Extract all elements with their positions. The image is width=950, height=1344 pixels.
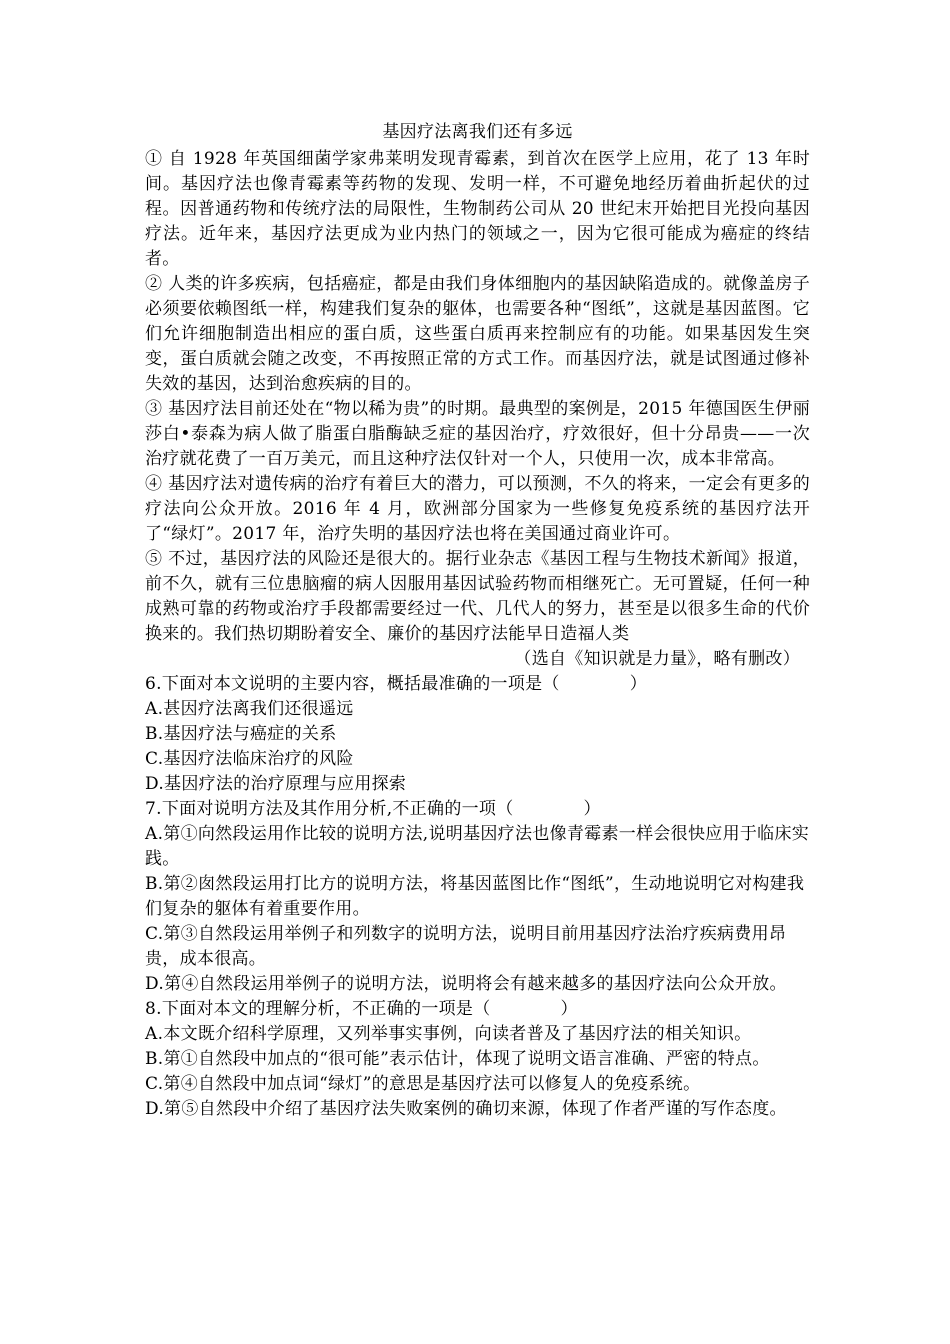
article-title: 基因疗法离我们还有多远: [382, 122, 573, 142]
option-a: A.甚因疗法离我们还很遥远: [145, 699, 354, 719]
paragraph-3: ③ 基因疗法目前还处在“物以稀为贵”的时期。最典型的案例是，2015 年德国医生伊丽莎白•泰森为病人做了脂蛋白脂酶缺乏症的基因治疗，疗效很好，但十分昂贵——一次治疗就花费了一百万美元，而且这种疗法仅针对一个人，只使用一次，成本非常高。: [145, 399, 810, 469]
question-6: [145, 672, 810, 797]
option-d: D.基因疗法的治疗原理与应用探索: [145, 774, 407, 794]
question-stem: 6.下面对本文说明的主要内容，概括最准确的一项是（ ）: [145, 674, 648, 694]
paragraph-4: ④ 基因疗法对遗传病的治疗有着巨大的潜力，可以预测，不久的将来，一定会有更多的疗法向公众开放。2016 年 4 月，欧洲部分国家为一些修复免疫系统的基因疗法开了“绿灯”。2017 年，治疗失明的基因疗法也将在美国通过商业许可。: [145, 474, 810, 544]
option-b: B.第②囱然段运用打比方的说明方法，将基因蓝图比作“图纸”，生动地说明它对构建我们复杂的躯体有着重要作用。: [145, 874, 805, 919]
question-stem: 7.下面对说明方法及其作用分析,不正确的一项（ ）: [145, 799, 601, 819]
source-citation: （选自《知识就是力量》，略有删改）: [514, 649, 800, 669]
question-7: [145, 797, 810, 997]
option-b: B.基因疗法与癌症的关系: [145, 724, 337, 744]
option-c: C.第④自然段中加点词“绿灯”的意思是基因疗法可以修复人的免疫系统。: [145, 1074, 701, 1094]
document-page: [145, 120, 810, 1122]
question-8: [145, 997, 810, 1122]
option-c: C.基因疗法临床治疗的风险: [145, 749, 354, 769]
option-a: A.本文既介绍科学原理，又列举事实事例，向读者普及了基因疗法的相关知识。: [145, 1024, 752, 1044]
question-stem: 8.下面对本文的理解分析，不正确的一项是（ ）: [145, 999, 578, 1019]
option-d: D.第⑤自然段中介绍了基因疗法失败案例的确切来源，体现了作者严谨的写作态度。: [145, 1099, 787, 1119]
option-a: A.第①向然段运用作比较的说明方法,说明基因疗法也像青霉素一样会很快应用于临床实践。: [145, 824, 810, 869]
option-d: D.第④自然段运用举例子的说明方法，说明将会有越来越多的基因疗法向公众开放。: [145, 974, 787, 994]
option-b: B.第①自然段中加点的“很可能”表示估计，体现了说明文语言准确、严密的特点。: [145, 1049, 770, 1069]
paragraph-2: ② 人类的许多疾病，包括癌症，都是由我们身体细胞内的基因缺陷造成的。就像盖房子必须要依赖图纸一样，构建我们复杂的躯体，也需要各种“图纸”，这就是基因蓝图。它们允许细胞制造出相应的蛋白质，这些蛋白质再来控制应有的功能。如果基因发生突变，蛋白质就会随之改变，不再按照正常的方式工作。而基因疗法，就是试图通过修补失效的基因，达到治愈疾病的目的。: [145, 274, 810, 394]
option-c: C.第③自然段运用举例子和列数字的说明方法，说明目前用基因疗法治疗疾病费用昂贵，成本很高。: [145, 924, 787, 969]
paragraph-1: ① 自 1928 年英国细菌学家弗莱明发现青霉素，到首次在医学上应用，花了 13 年时间。基因疗法也像青霉素等药物的发现、发明一样，不可避免地经历着曲折起伏的过程。因普通药物和传统疗法的局限性，生物制药公司从 20 世纪末开始把目光投向基因疗法。近年来，基因疗法更成为业内热门的领域之一，因为它很可能成为癌症的终结者。: [145, 149, 811, 269]
paragraph-5: ⑤ 不过，基因疗法的风险还是很大的。据行业杂志《基因工程与生物技术新闻》报道，前不久，就有三位患脑瘤的病人因服用基因试验药物而相继死亡。无可置疑，任何一种成熟可靠的药物或治疗手段都需要经过一代、几代人的努力，甚至是以很多生命的代价换来的。我们热切期盼着安全、廉价的基因疗法能早日造福人类: [145, 549, 810, 644]
